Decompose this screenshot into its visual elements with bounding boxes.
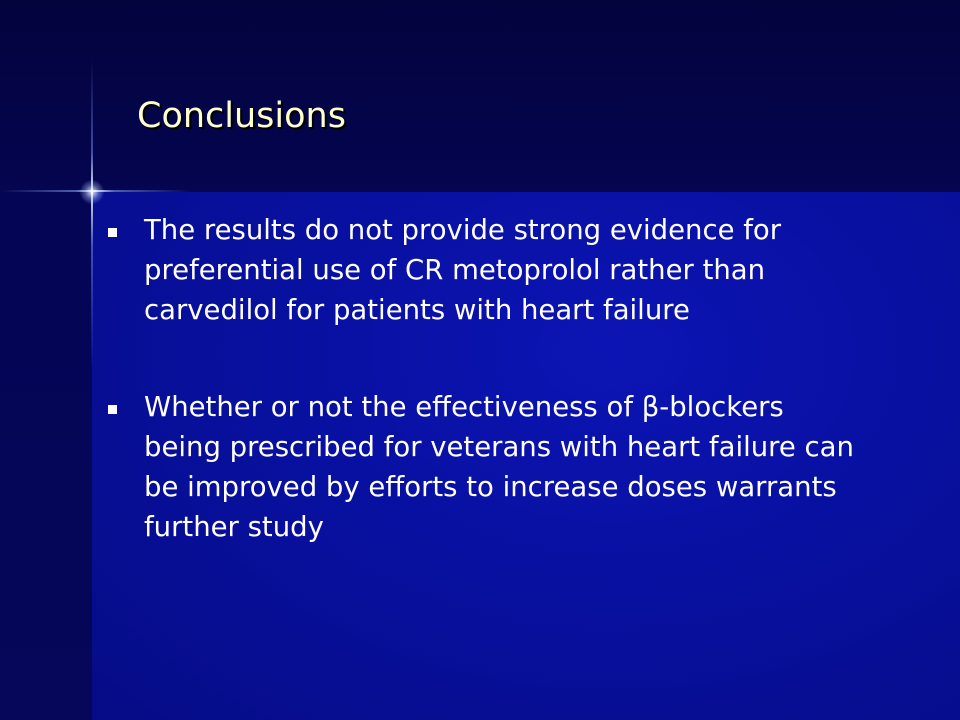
slide-left-band: [0, 192, 92, 720]
bullet-text: Whether or not the effectiveness of β-blockers being prescribed for veterans with heart failure can be improved by efforts to increase doses warrants further study: [144, 391, 854, 543]
square-bullet-icon: [108, 228, 117, 237]
bullet-item: [108, 210, 868, 330]
bullet-list: [108, 210, 868, 547]
sparkle-vertical-line: [91, 60, 93, 370]
bullet-item: [108, 387, 868, 547]
slide-title: Conclusions: [137, 96, 346, 136]
sparkle-glow: [80, 180, 104, 204]
bullet-text: The results do not provide strong evidence for preferential use of CR metoprolol rather than carvedilol for patients with heart failure: [144, 214, 782, 326]
square-bullet-icon: [108, 405, 117, 414]
